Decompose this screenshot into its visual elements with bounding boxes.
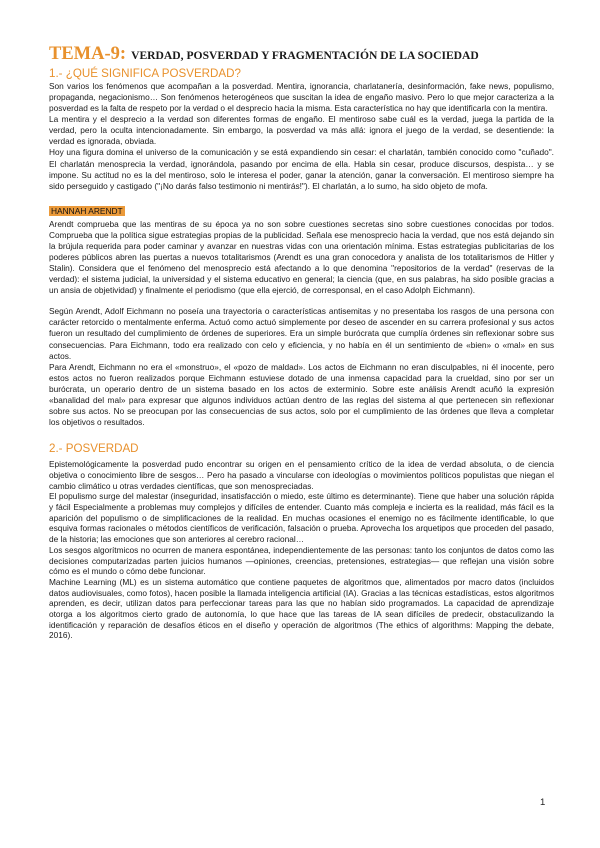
paragraph: Los sesgos algorítmicos no ocurren de manera espontánea, independientemente de las personas: tanto los conjuntos de datos como las decisiones computarizadas parten juicios humanos —opiniones, creencias, pretensiones, estrategias— que reflejan una visión sobre cómo es el mundo o cómo debe funcionar.	[49, 544, 554, 577]
paragraph: La mentira y el desprecio a la verdad son diferentes formas de engaño. El mentiroso sabe cuál es la verdad, juega la partida de la verdad, pero la oculta intencionadamente. Sin embargo, la posverdad va más allá: ignora el juego de la verdad, se desentiende: la verdad es ignorada, obviada.	[49, 114, 554, 147]
document-title	[49, 44, 554, 65]
section-1-body	[49, 81, 554, 192]
paragraph: El populismo surge del malestar (inseguridad, insatisfacción o miedo, este último es determinante). Tiene que haber una solución rápida y fácil Especialmente a problemas muy complejos y difíciles de entender. Cuanto más compleja e incierta es la realidad, más fácil es la aparición del populismo o de simplificaciones de la realidad. En muchas ocasiones el enemigo no es fácilmente identificable, lo que esquiva formas racionales o métodos científicos de verificación, falsación o prueba. Aprovecha los arquetipos que proceden del pasado, de la historia; las emociones que son anteriores al cerebro racional…	[49, 491, 554, 545]
title-tag: TEMA-9:	[49, 44, 127, 64]
paragraph: Para Arendt, Eichmann no era el «monstruo», el «pozo de maldad». Los actos de Eichmann no eran disculpables, ni él inocente, pero estos actos no fueron realizados porque Eichmann estuviese dotado de una inmensa capacidad para la crueldad, sino por ser un burócrata, un operario dentro de un sistema basado en los actos de exterminio. Sobre este análisis Arendt acuñó la expresión «banalidad del mal» para expresar que algunos individuos actúan dentro de las reglas del sistema al que pertenecen sin reflexionar sobre sus actos. No se preocupan por las consecuencias de sus actos, solo por el cumplimiento de las órdenes que lleva a completar los objetivos o resultados.	[49, 361, 554, 428]
page-number: 1	[540, 797, 546, 808]
paragraph: Son varios los fenómenos que acompañan a la posverdad. Mentira, ignorancia, charlatanería, desinformación, fake news, populismo, propaganda, negacionismo… Son fenómenos heterogéneos que suscitan la idea de engaño masivo. Pero lo que mejor caracteriza a la posverdad es la falta de respeto por la verdad o el desprecio hacia la misma. Esta característica no hay que identificarla con la mentira.	[49, 81, 554, 114]
paragraph: Según Arendt, Adolf Eichmann no poseía una trayectoria o características antisemitas y no presentaba los rasgos de una persona con carácter retorcido o mentalmente enferma. Actuó como actuó simplemente por deseo de ascender en su carrera profesional y sus actos fueron un resultado del cumplimiento de órdenes de superiores. Era un simple burócrata que cumplía órdenes sin reflexionar sobre sus consecuencias. Para Eichmann, todo era realizado con celo y eficiencia, y no había en él un sentimiento de «bien» o «mal» en sus actos.	[49, 306, 554, 361]
section-2-body	[49, 459, 554, 641]
section-1-heading: 1.- ¿QUÉ SIGNIFICA POSVERDAD?	[49, 67, 241, 80]
title-main: VERDAD, POSVERDAD Y FRAGMENTACIÓN DE LA SOCIEDAD	[131, 49, 479, 62]
document-page	[49, 44, 554, 641]
hannah-arendt-label: HANNAH ARENDT	[51, 205, 123, 216]
section-2-heading: 2.- POSVERDAD	[49, 442, 139, 456]
paragraph: Hoy una figura domina el universo de la comunicación y se está expandiendo sin cesar: el charlatán, también conocido como "cuñado". El charlatán menosprecia la verdad, ignorándola, pasando por encima de ella. Habla sin cesar, produce discursos, despista… y se impone. Su actitud no es la del mentiroso, solo le interesa el poder, ganar la atención, ganar la conversación. El mentiroso siempre ha sido perseguido y castigado ("¡No darás falso testimonio ni mentirás!"). El charlatán, a lo sumo, ha sido objeto de mofa.	[49, 147, 554, 191]
paragraph: Epistemológicamente la posverdad pudo encontrar su origen en el pensamiento crítico de la idea de verdad absoluta, o de ciencia objetiva o conocimiento libre de sesgos… Pero ha pasado a vincularse con ideologías o movimientos políticos populistas que niegan el cambio climático u otras verdades científicas, que son menospreciadas.	[49, 459, 554, 491]
arendt-body	[49, 219, 554, 428]
paragraph: Machine Learning (ML) es un sistema automático que contiene paquetes de algoritmos que, alimentados por macro datos (incluidos datos audiovisuales, como fotos), hacen posible la llamada inteligencia artificial (IA). Gracias a las técnicas estadísticas, estos algoritmos aprenden, es decir, utilizan datos para perfeccionar tareas para las que no habían sido programados. La capacidad de aprendizaje otorga a los algoritmos cierto grado de autonomía, lo que hace que las tareas de IA sean difíciles de predecir, obstaculizando la identificación y reparación de desafíos éticos en el diseño y operación de algoritmos (The ethics of algorithms: Mapping the debate, 2016).	[49, 576, 554, 641]
paragraph: Arendt comprueba que las mentiras de su época ya no son sobre cuestiones secretas sino sobre cuestiones conocidas por todos. Comprueba que la política sigue estrategias propias de la publicidad. Señala ese menosprecio hacia la verdad, que nos está dejando sin la brújula requerida para poder caminar y avanzar en nuestras vidas con una orientación mínima. Estas estrategias publicitarias de los poderes públicos abren las puertas a nuevos totalitarismos (Arendt es una gran conocedora y analista de los totalitarismos de Hitler y Stalin). Considera que el fenómeno del menosprecio está afectando a lo que denomina "repositorios de la verdad" (reservas de la verdad): el sistema judicial, la universidad y el sistema educativo en general; la ciencia (que, en sus palabras, ha sido posible gracias a un ansia de objetividad) y finalmente el periodismo (que ella ejerció, de corresponsal, en el caso Adolph Eichmann).	[49, 218, 554, 296]
